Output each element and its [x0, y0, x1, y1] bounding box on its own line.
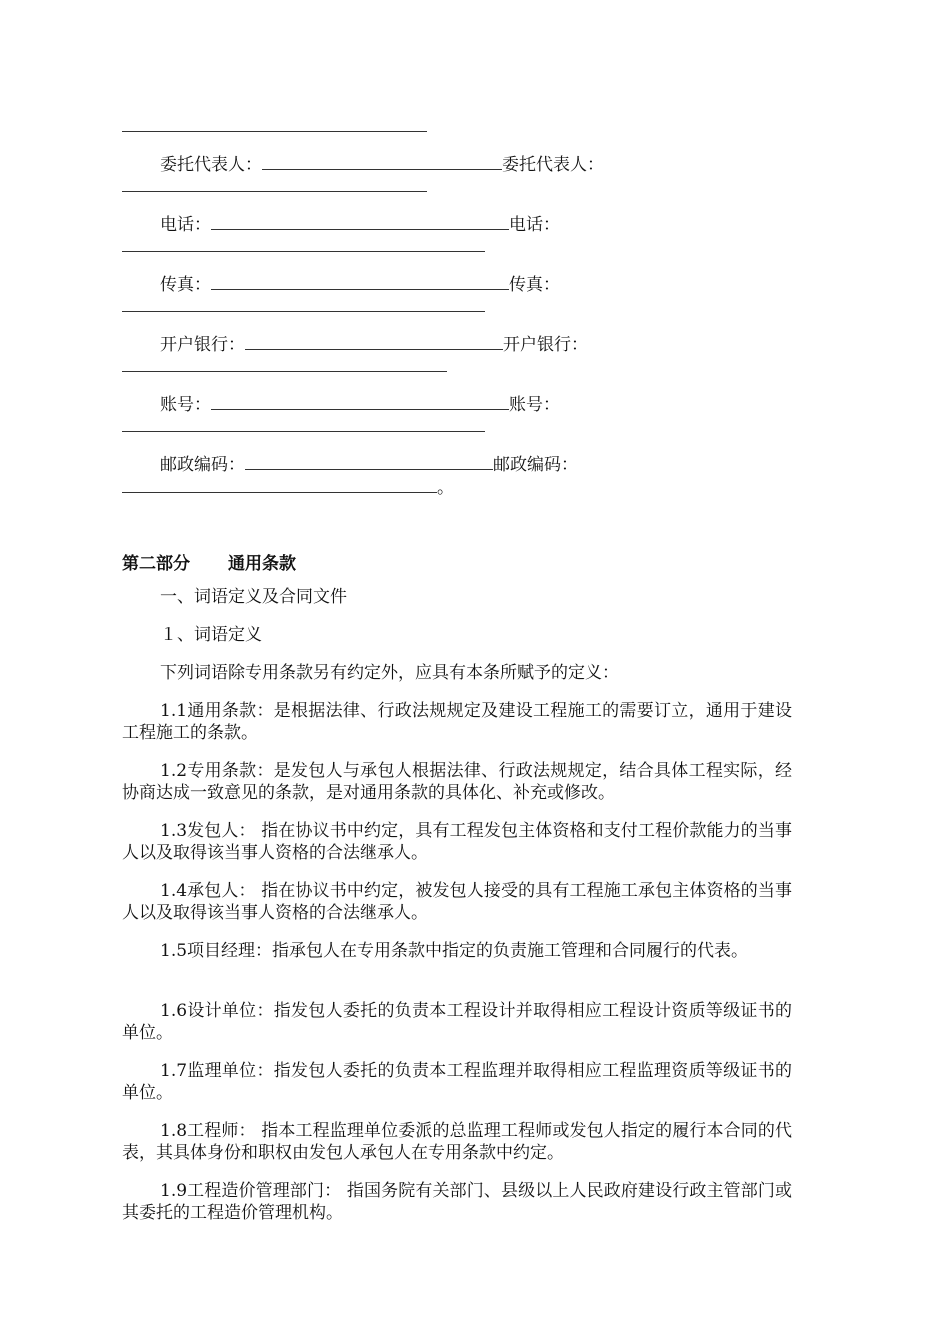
contact-row-end [122, 476, 454, 498]
blank-line [122, 431, 485, 432]
blank-line [122, 191, 427, 192]
field-label: 账号： [509, 395, 560, 415]
definition-paragraph: 1.2专用条款：是发包人与承包人根据法律、行政法规规定，结合具体工程实际，经协商达成一致意见的条款，是对通用条款的具体化、补充或修改。 [122, 761, 792, 803]
field-label: 委托代表人： [160, 155, 262, 175]
contact-row [160, 333, 588, 355]
field-label: 开户银行： [160, 335, 245, 355]
blank-line [122, 131, 427, 132]
definition-paragraph: 1.6设计单位：指发包人委托的负责本工程设计并取得相应工程设计资质等级证书的单位。 [122, 1001, 792, 1043]
contact-row [160, 273, 560, 295]
intro-paragraph: 下列词语除专用条款另有约定外，应具有本条所赋予的定义： [160, 663, 619, 683]
blank-line [122, 251, 485, 252]
blank-line [211, 213, 509, 230]
subsection-title: １、词语定义 [160, 625, 262, 645]
blank-line [122, 311, 485, 312]
definition-paragraph: 1.5项目经理：指承包人在专用条款中指定的负责施工管理和合同履行的代表。 [160, 941, 749, 961]
section-title: 一、词语定义及合同文件 [160, 587, 347, 607]
definition-paragraph: 1.7监理单位：指发包人委托的负责本工程监理并取得相应工程监理资质等级证书的单位。 [122, 1061, 792, 1103]
definition-paragraph: 1.9工程造价管理部门： 指国务院有关部门、县级以上人民政府建设行政主管部门或其委托的工程造价管理机构。 [122, 1181, 792, 1223]
blank-line [122, 371, 447, 372]
contact-row [160, 453, 578, 475]
part-heading [122, 549, 296, 574]
definition-paragraph: 1.4承包人： 指在协议书中约定，被发包人接受的具有工程施工承包主体资格的当事人以及取得该当事人资格的合法继承人。 [122, 881, 792, 923]
field-label: 电话： [509, 215, 560, 235]
field-label: 传真： [160, 275, 211, 295]
field-label: 委托代表人： [502, 155, 604, 175]
part-number: 第二部分 [122, 554, 190, 574]
field-label: 传真： [509, 275, 560, 295]
blank-line [262, 153, 502, 170]
blank-line [211, 393, 509, 410]
contact-row [160, 153, 604, 175]
contact-row [160, 213, 560, 235]
part-title: 通用条款 [228, 554, 296, 574]
blank-line [245, 333, 503, 350]
blank-line [245, 453, 493, 470]
field-label: 电话： [160, 215, 211, 235]
field-label: 开户银行： [503, 335, 588, 355]
definition-paragraph: 1.8工程师： 指本工程监理单位委派的总监理工程师或发包人指定的履行本合同的代表，其具体身份和职权由发包人承包人在专用条款中约定。 [122, 1121, 792, 1163]
field-label: 账号： [160, 395, 211, 415]
definition-paragraph: 1.3发包人： 指在协议书中约定，具有工程发包主体资格和支付工程价款能力的当事人以及取得该当事人资格的合法继承人。 [122, 821, 792, 863]
field-label: 邮政编码： [493, 455, 578, 475]
end-mark: 。 [437, 478, 454, 498]
definition-paragraph: 1.1通用条款：是根据法律、行政法规规定及建设工程施工的需要订立，通用于建设工程施工的条款。 [122, 701, 792, 743]
blank-line [122, 476, 437, 493]
blank-line [211, 273, 509, 290]
contact-row [160, 393, 560, 415]
field-label: 邮政编码： [160, 455, 245, 475]
